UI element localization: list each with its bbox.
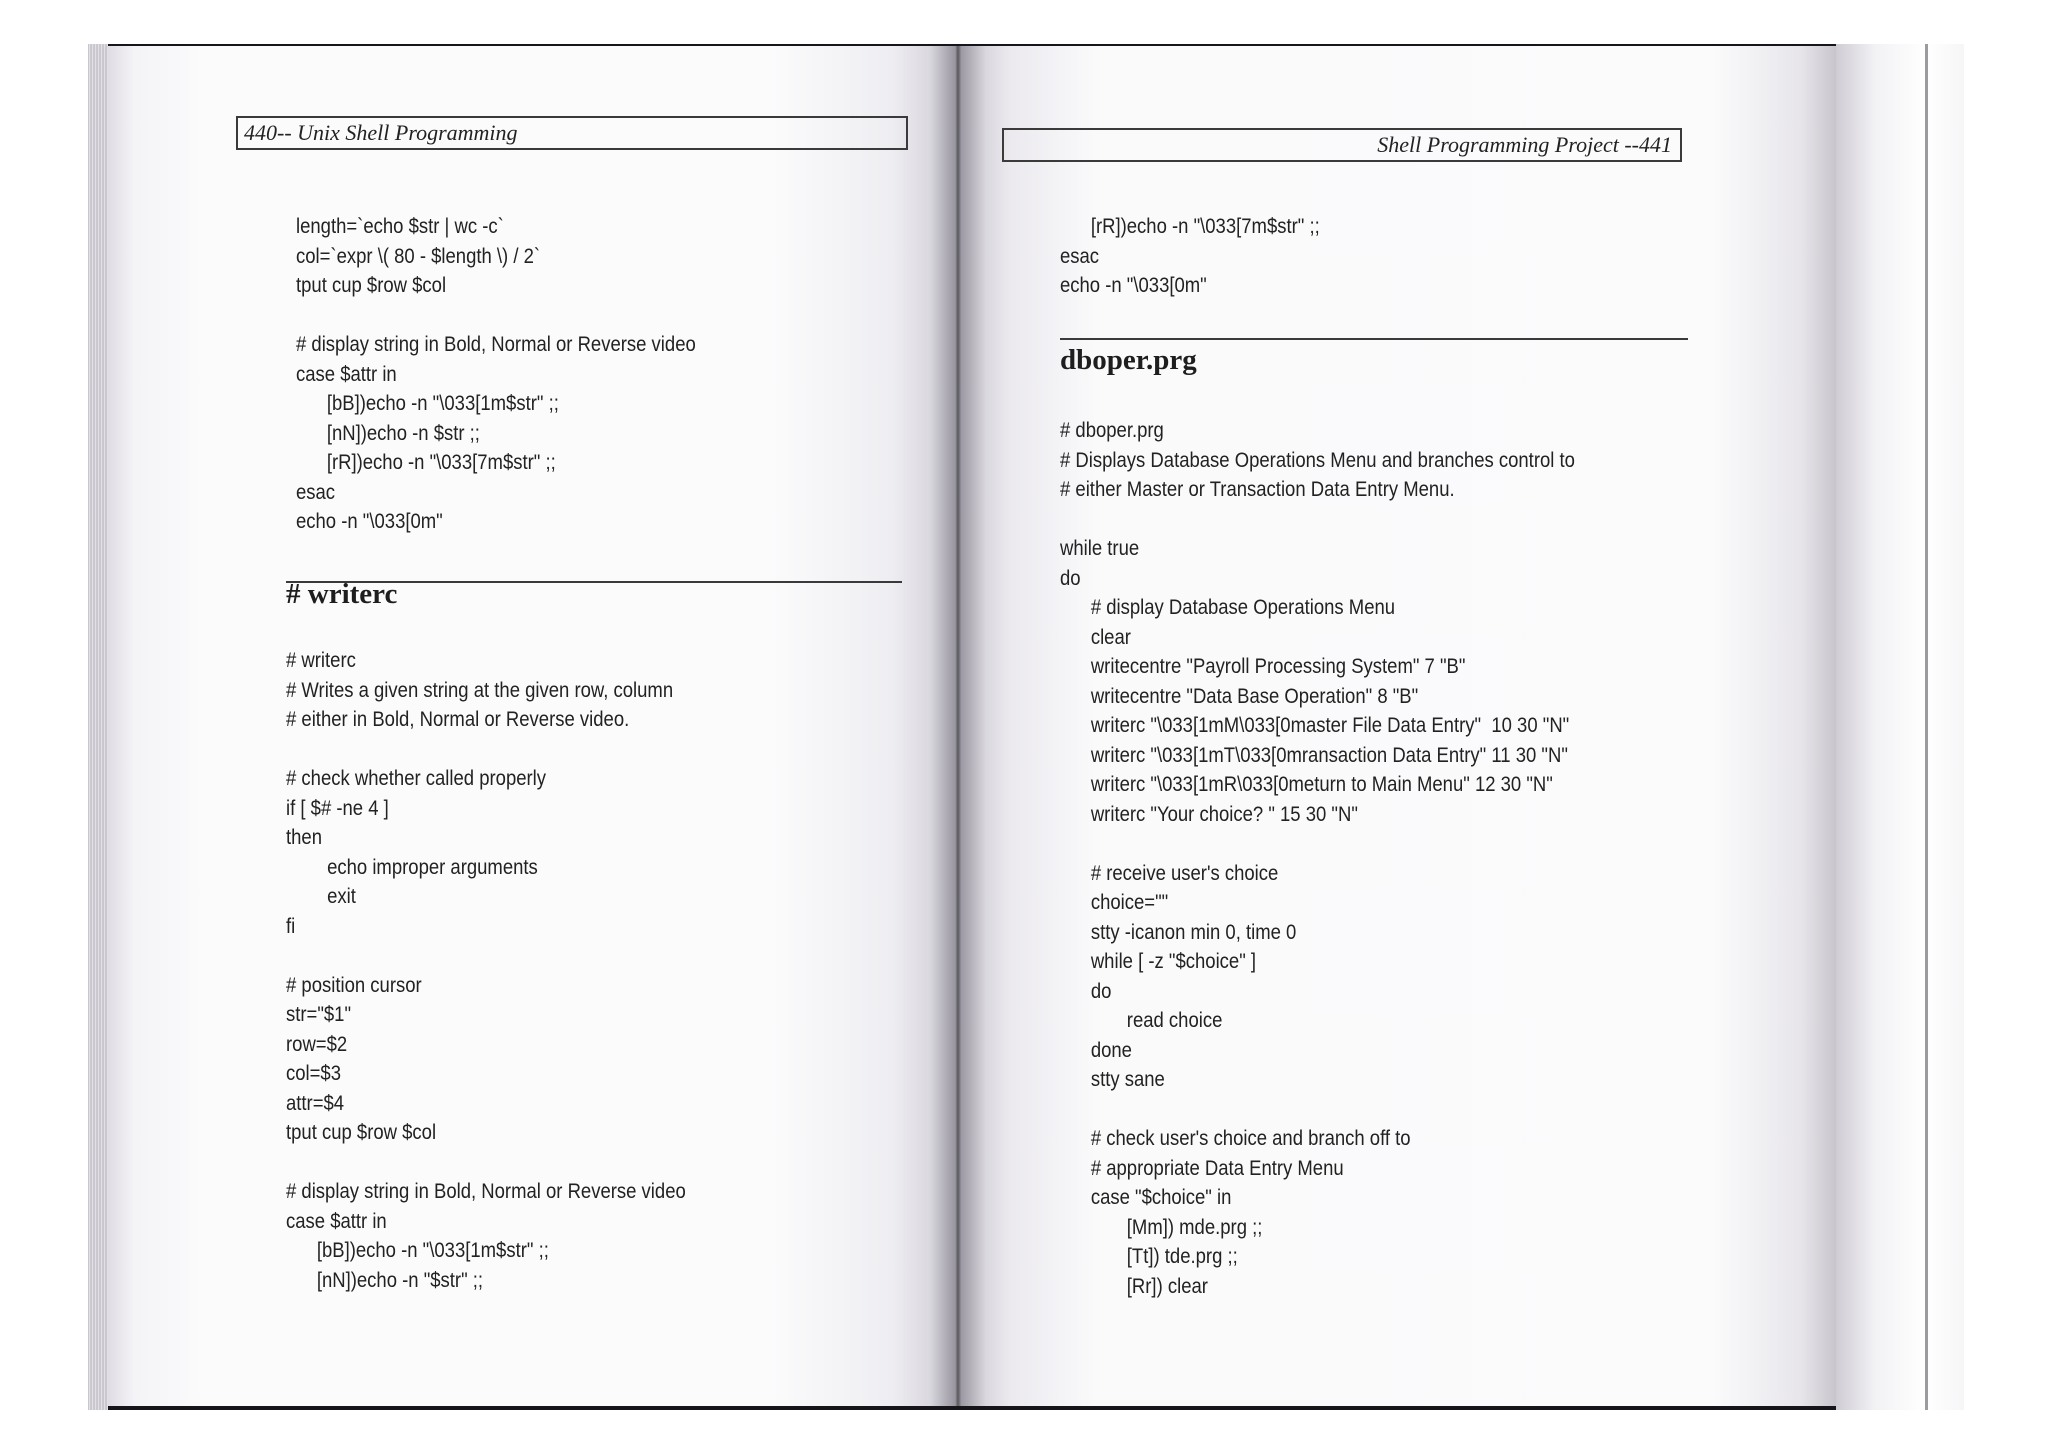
code-line: row=$2 xyxy=(286,1031,348,1056)
code-line: stty sane xyxy=(1060,1067,1165,1091)
code-line: esac xyxy=(296,479,336,504)
code-line: choice="" xyxy=(1060,890,1169,914)
code-line: [Mm]) mde.prg ;; xyxy=(1060,1214,1263,1239)
code-line: # receive user's choice xyxy=(1060,860,1279,885)
left-section-title: # writerc xyxy=(286,578,398,610)
right-code-block-top xyxy=(1060,212,1320,301)
left-code-block-top xyxy=(296,212,696,537)
code-line: # writerc xyxy=(286,648,356,672)
code-line: # check whether called properly xyxy=(286,766,547,790)
code-line: exit xyxy=(286,884,356,908)
code-line: [nN])echo -n "$str" ;; xyxy=(286,1267,484,1292)
code-line: case "$choice" in xyxy=(1060,1185,1232,1209)
code-line: fi xyxy=(286,913,296,938)
code-line: [rR])echo -n "\033[7m$str" ;; xyxy=(296,450,556,474)
code-line: [nN])echo -n $str ;; xyxy=(296,420,480,445)
code-line: length=`echo $str | wc -c` xyxy=(296,214,504,238)
code-line: echo -n "\033[0m" xyxy=(1060,273,1207,297)
code-line: col=`expr \( 80 - $length \) / 2` xyxy=(296,243,541,268)
code-line: # check user's choice and branch off to xyxy=(1060,1126,1411,1150)
code-line: writecentre "Data Base Operation" 8 "B" xyxy=(1060,683,1419,708)
right-section-rule xyxy=(1060,338,1688,340)
code-line: # Writes a given string at the given row, column xyxy=(286,677,674,702)
book-gutter xyxy=(930,46,986,1406)
left-page-header: 440-- Unix Shell Programming xyxy=(236,116,908,150)
code-line: writerc "Your choice? " 15 30 "N" xyxy=(1060,801,1358,826)
code-line: attr=$4 xyxy=(286,1090,345,1115)
left-code-block-main xyxy=(286,646,686,1295)
code-line xyxy=(1060,829,1575,859)
code-line: esac xyxy=(1060,243,1100,268)
right-page xyxy=(956,46,1836,1406)
code-line xyxy=(1060,505,1575,535)
code-line: tput cup $row $col xyxy=(286,1120,437,1144)
code-line: # position cursor xyxy=(286,972,422,997)
code-line: str="$1" xyxy=(286,1002,352,1026)
code-line: # either Master or Transaction Data Entry Menu. xyxy=(1060,477,1455,501)
code-line: [bB])echo -n "\033[1m$str" ;; xyxy=(286,1238,549,1262)
right-code-block-main xyxy=(1060,416,1575,1301)
code-line: do xyxy=(1060,565,1081,590)
code-line: clear xyxy=(1060,624,1131,649)
code-line: [Rr]) clear xyxy=(1060,1273,1208,1298)
code-line: case $attr in xyxy=(296,361,397,386)
code-line: writerc "\033[1mT\033[0mransaction Data Entry" 11 30 "N" xyxy=(1060,742,1568,767)
code-line: col=$3 xyxy=(286,1061,342,1085)
code-line: if [ $# -ne 4 ] xyxy=(286,795,389,820)
code-line: stty -icanon min 0, time 0 xyxy=(1060,919,1297,944)
code-line: writerc "\033[1mM\033[0master File Data Entry" 10 30 "N" xyxy=(1060,713,1570,737)
code-line: [bB])echo -n "\033[1m$str" ;; xyxy=(296,391,559,415)
code-line xyxy=(286,941,686,971)
code-line: # display string in Bold, Normal or Reverse video xyxy=(286,1179,686,1203)
code-line: echo improper arguments xyxy=(286,854,538,879)
code-line: case $attr in xyxy=(286,1208,387,1233)
code-line: # display string in Bold, Normal or Reverse video xyxy=(296,332,696,356)
code-line: # either in Bold, Normal or Reverse video. xyxy=(286,707,630,731)
page-stack-edge xyxy=(1836,44,1964,1410)
code-line: # display Database Operations Menu xyxy=(1060,595,1396,619)
code-line xyxy=(286,1148,686,1178)
right-page-header: Shell Programming Project --441 xyxy=(1002,128,1682,162)
code-line: done xyxy=(1060,1037,1132,1062)
code-line: writerc "\033[1mR\033[0meturn to Main Menu" 12 30 "N" xyxy=(1060,772,1553,796)
right-section-title: dboper.prg xyxy=(1060,344,1197,376)
code-line: # dboper.prg xyxy=(1060,418,1164,442)
page-stack-line xyxy=(1925,44,1928,1410)
code-line xyxy=(1060,1095,1575,1125)
left-page xyxy=(100,46,962,1406)
code-line: while [ -z "$choice" ] xyxy=(1060,949,1257,973)
code-line: while true xyxy=(1060,536,1140,560)
code-line xyxy=(286,735,686,765)
code-line: read choice xyxy=(1060,1008,1223,1032)
code-line xyxy=(296,301,696,331)
code-line: then xyxy=(286,825,322,849)
code-line: # appropriate Data Entry Menu xyxy=(1060,1155,1344,1180)
code-line: # Displays Database Operations Menu and branches control to xyxy=(1060,447,1575,472)
left-page-edge xyxy=(88,44,108,1410)
code-line: echo -n "\033[0m" xyxy=(296,509,443,533)
code-line: tput cup $row $col xyxy=(296,273,447,297)
code-line: [Tt]) tde.prg ;; xyxy=(1060,1244,1238,1268)
code-line: [rR])echo -n "\033[7m$str" ;; xyxy=(1060,214,1320,238)
code-line: writecentre "Payroll Processing System" 7 "B" xyxy=(1060,654,1466,678)
code-line: do xyxy=(1060,978,1112,1003)
